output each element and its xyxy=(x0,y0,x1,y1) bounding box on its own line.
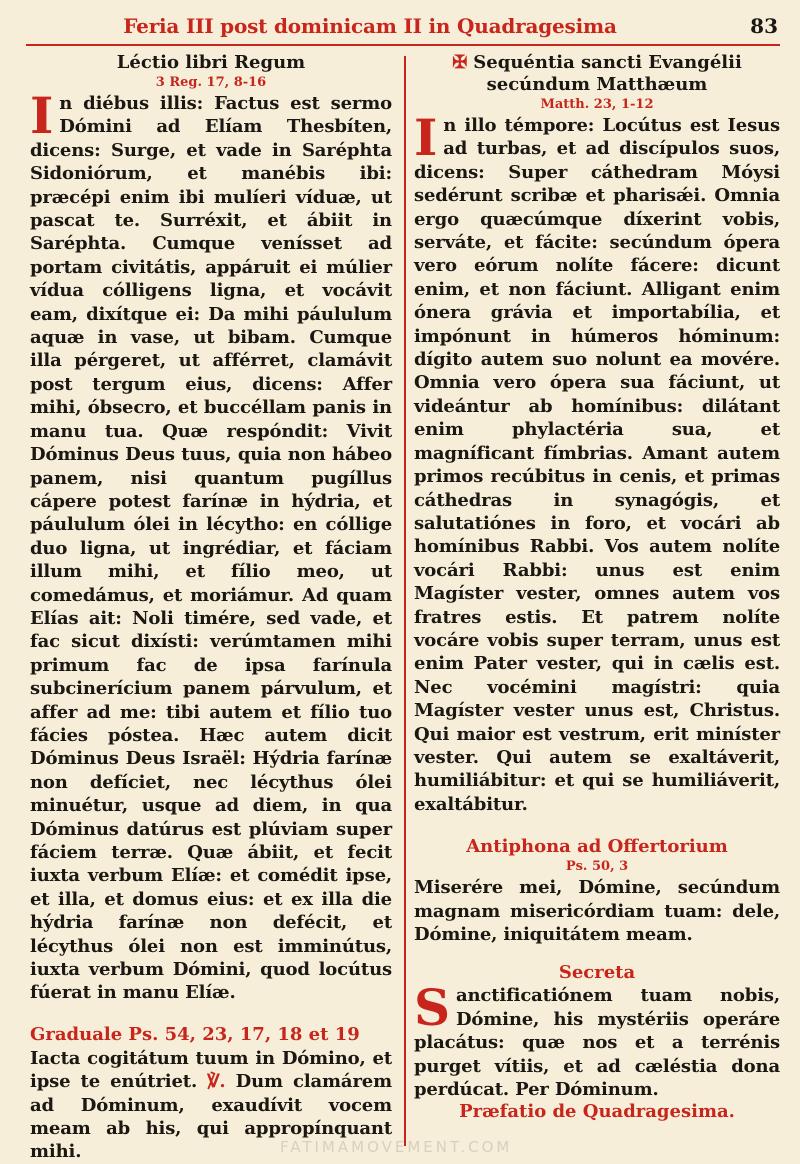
watermark: FATIMAMOVEMENT.COM xyxy=(280,1138,513,1156)
secret-dropcap: S xyxy=(414,978,450,1038)
gospel-title xyxy=(414,52,780,96)
page-title: Feria III post dominicam II in Quadragesima xyxy=(123,14,617,38)
left-column xyxy=(30,52,392,1164)
offertory-reference: Ps. 50, 3 xyxy=(565,859,629,875)
gradual-heading: Graduale Ps. 54, 23, 17, 18 et 19 xyxy=(30,1023,360,1045)
gospel-text xyxy=(414,108,780,816)
offertory-title: Antiphona ad Offertorium xyxy=(466,836,728,858)
header-divider xyxy=(26,44,780,46)
page-header xyxy=(0,0,800,44)
lesson-title: Léctio libri Regum xyxy=(116,52,306,73)
lesson-dropcap: I xyxy=(30,86,54,145)
secret-text xyxy=(414,978,780,1101)
offertory-text: Miserére mei, Dómine, secúndum magnam misericórdiam tuam: dele, Dómine, iniquitátem meam. xyxy=(414,877,780,945)
preface-title: Præfatio de Quadragesima. xyxy=(459,1101,735,1123)
gradual-response: Iacta cogitátum tuum in Dómino, et ipse te enútriet. xyxy=(30,1047,392,1093)
lesson-text xyxy=(30,86,392,1005)
page-number: 83 xyxy=(750,14,778,38)
secret-body: anctificatiónem tuam nobis, Dómine, his mystériis operáre placátus: quæ nos et a terrénis purget vítiis, et ad cæléstia dona perdúcat. Per Dóminum. xyxy=(414,985,780,1101)
lesson-reference: 3 Reg. 17, 8-16 xyxy=(155,75,267,90)
lesson-body: n diébus illis: Factus est sermo Dómini ad Elíam Thesbíten, dicens: Surge, et vade in Saréphta Sidoniórum, et manébis ibi: præcépi enim ibi mulíeri víduæ, ut pascat te. Surréxit, et ábiit in Saréphta. Cumque venísset ad portam civitátis, appáruit ei múlier vídua cólligens ligna, et vocávit eam, dixítque ei: Da mihi páululum aquæ in vase, ut bibam. Cumque illa pérgeret, ut afférret, clamávit post tergum eius, dicens: Affer mihi, óbsecro, et buccéllam panis in manu tua. Quæ respóndit: Vivit Dóminus Deus tuus, quia non hábeo panem, nisi quantum pugíllus cápere potest farínæ in hýdria, et páululum ólei in lécytho: en cóllige duo ligna, ut ingrédiar, et fáciam illum mihi, et fílio meo, ut comedámus, et moriámur. Ad quam Elías ait: Noli timére, sed vade, et fac sicut dixísti: verúmtamen mihi primum fac de ipsa farínula subcinerícium panem párvulum, et affer ad me: tibi autem et fílio tuo fácies póstea. Hæc autem dicit Dóminus Deus Israël: Hýdria farínæ non defíciet, nec lécythus ólei minuétur, usque ad diem, in qua Dóminus datúrus est plúviam super fáciem terræ. Quæ ábiit, et fecit iuxta verbum Elíæ: et comédit ipse, et illa, et domus eius: et ex illa die hýdria farínæ non defécit, et lécythus ólei non est imminútus, iuxta verbum Dómini, quod locútus fúerat in manu Elíæ. xyxy=(30,93,392,1004)
gospel-body: n illo témpore: Locútus est Iesus ad turbas, et ad discípulos suos, dicens: Super cáthedram Móysi sedérunt scribæ et pharisǽi. Omnia ergo quæcúmque díxerint vobis, serváte, et fácite: secúndum ópera vero eórum nolíte fácere: dicunt enim, et non fáciunt. Alligant enim ónera grávia et importabília, et impónunt in húmeros hóminum: dígito autem suo nolunt ea movére. Omnia vero ópera sua fáciunt, ut videántur ab homínibus: dilátant enim phylactéria sua, et magníficant fímbrias. Amant autem primos recúbitus in cenis, et primas cáthedras in synagógis, et salutatiónes in foro, et vocári ab homínibus Rabbi. Vos autem nolíte vocári Rabbi: unus est enim Magíster vester, omnes autem vos fratres estis. Et patrem nolíte vocáre vobis super terram, unus est enim Pater vester, qui in cælis est. Nec vocémini magístri: quia Magíster vester unus est, Christus. Qui maior est vestrum, erit miníster vester. Qui autem se exaltáverit, humiliábitur: et qui se humiliáverit, exaltábitur. xyxy=(414,115,780,815)
versicle-icon: ℣. xyxy=(207,1071,226,1093)
right-column xyxy=(414,52,780,1123)
gradual-verse: Dum clamárem ad Dóminum, exaudívit vocem meam ab his, qui appropínquant mihi. xyxy=(30,1071,392,1163)
cross-icon: ✠ xyxy=(452,52,468,73)
gospel-dropcap: I xyxy=(414,108,438,167)
gospel-title-text: Sequéntia sancti Evangélii secúndum Matthæum xyxy=(473,52,742,95)
column-divider xyxy=(404,56,406,1146)
secret-title: Secreta xyxy=(558,962,636,984)
gospel-reference: Matth. 23, 1-12 xyxy=(540,97,654,112)
